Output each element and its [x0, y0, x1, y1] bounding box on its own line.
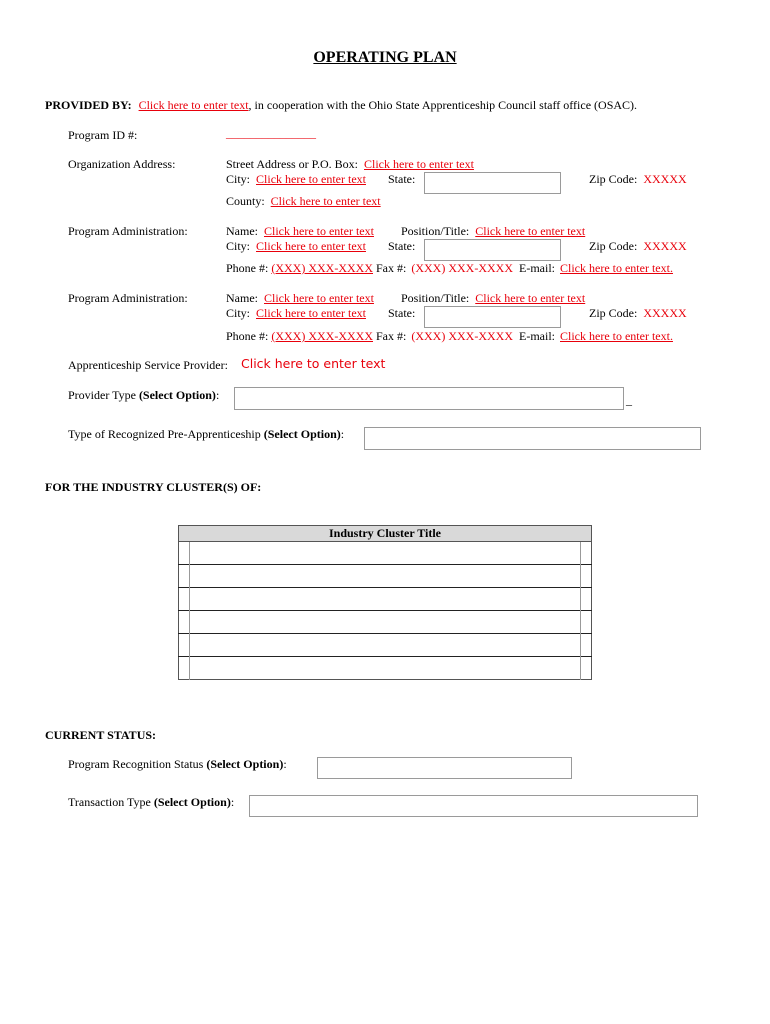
org-zip-field[interactable]: XXXXX	[643, 172, 687, 186]
org-zip-label: Zip Code:	[589, 172, 638, 186]
table-row	[179, 588, 592, 611]
admin2-name-field[interactable]: Click here to enter text	[264, 291, 374, 305]
admin2-zip-label: Zip Code:	[589, 306, 638, 320]
provider-type-select[interactable]	[234, 387, 624, 410]
admin1-zip-line	[589, 239, 687, 253]
admin2-phone-field[interactable]: (XXX) XXX-XXXX	[271, 329, 373, 343]
admin2-state-label: State:	[388, 306, 416, 320]
county-field[interactable]: Click here to enter text	[270, 194, 381, 208]
transaction-type-colon: :	[230, 795, 235, 809]
admin1-zip-field[interactable]: XXXXX	[643, 239, 687, 253]
street-label: Street Address or P.O. Box:	[226, 157, 358, 171]
admin1-name-field[interactable]: Click here to enter text	[264, 224, 374, 238]
transaction-type-select-hint: (Select Option)	[153, 795, 231, 809]
org-state-label: State:	[388, 172, 416, 186]
admin2-position-label: Position/Title:	[401, 291, 470, 305]
admin1-position-label: Position/Title:	[401, 224, 470, 238]
admin2-phone-label: Phone #:	[226, 329, 269, 343]
admin1-state-input[interactable]	[424, 239, 561, 261]
admin1-fax-field[interactable]: (XXX) XXX-XXXX	[411, 261, 513, 275]
admin1-city-line	[226, 239, 366, 253]
admin2-name-line	[226, 291, 374, 305]
admin1-fax-label: Fax #:	[376, 261, 407, 275]
admin2-fax-label: Fax #:	[376, 329, 407, 343]
admin1-position-field[interactable]: Click here to enter text	[475, 224, 586, 238]
admin1-city-field[interactable]: Click here to enter text	[256, 239, 366, 253]
pre-apprenticeship-colon: :	[340, 427, 345, 441]
service-provider-label: Apprenticeship Service Provider:	[68, 358, 228, 372]
provided-by-line	[45, 98, 637, 112]
org-city-label: City:	[226, 172, 251, 186]
program-admin-2-label: Program Administration:	[68, 291, 188, 305]
admin1-phone-label: Phone #:	[226, 261, 269, 275]
industry-cluster-cell[interactable]	[190, 611, 581, 634]
program-id-field[interactable]: _______________	[226, 126, 316, 140]
admin2-email-field[interactable]: Click here to enter text.	[560, 329, 673, 343]
table-row	[179, 565, 592, 588]
transaction-type-label: Transaction Type	[68, 795, 154, 809]
service-provider-field[interactable]: Click here to enter text	[241, 356, 386, 371]
county-label: County:	[226, 194, 265, 208]
admin2-name-label: Name:	[226, 291, 258, 305]
recognition-status-label: Program Recognition Status	[68, 757, 207, 771]
org-city-line	[226, 172, 366, 186]
admin1-phone-field[interactable]: (XXX) XXX-XXXX	[271, 261, 373, 275]
street-line	[226, 157, 474, 171]
street-field[interactable]: Click here to enter text	[364, 157, 474, 171]
provided-by-field[interactable]: Click here to enter text	[138, 98, 249, 112]
pre-apprenticeship-label: Type of Recognized Pre-Apprenticeship	[68, 427, 264, 441]
county-line	[226, 194, 381, 208]
industry-cluster-cell[interactable]	[190, 565, 581, 588]
recognition-status-colon: :	[283, 757, 287, 771]
admin1-zip-label: Zip Code:	[589, 239, 638, 253]
admin2-zip-line	[589, 306, 687, 320]
admin2-zip-field[interactable]: XXXXX	[643, 306, 687, 320]
admin2-contact-line	[226, 329, 673, 343]
org-zip-line	[589, 172, 687, 186]
industry-cluster-table	[178, 525, 592, 680]
admin1-position-line	[401, 224, 585, 238]
provider-type-colon: :	[215, 388, 220, 402]
admin2-position-field[interactable]: Click here to enter text	[475, 291, 586, 305]
transaction-type-select[interactable]	[249, 795, 698, 817]
provider-type-label: Provider Type	[68, 388, 139, 402]
provided-by-suffix: , in cooperation with the Ohio State Apprenticeship Council staff office (OSAC).	[248, 98, 638, 112]
industry-cluster-title-header: Industry Cluster Title	[179, 526, 592, 542]
org-state-input[interactable]	[424, 172, 561, 194]
table-row	[179, 657, 592, 680]
pre-apprenticeship-select[interactable]	[364, 427, 701, 450]
pre-apprenticeship-label-line	[68, 427, 344, 441]
provider-type-label-line	[68, 388, 219, 402]
table-row	[179, 634, 592, 657]
provider-type-trail: _	[626, 393, 632, 407]
admin2-email-label: E-mail:	[519, 329, 555, 343]
admin2-state-input[interactable]	[424, 306, 561, 328]
admin2-position-line	[401, 291, 585, 305]
recognition-status-select-hint: (Select Option)	[206, 757, 284, 771]
table-row	[179, 542, 592, 565]
transaction-type-label-line	[68, 795, 234, 809]
admin1-name-label: Name:	[226, 224, 258, 238]
industry-cluster-cell[interactable]	[190, 634, 581, 657]
recognition-status-label-line	[68, 757, 287, 771]
admin1-email-label: E-mail:	[519, 261, 555, 275]
admin2-city-label: City:	[226, 306, 251, 320]
admin1-contact-line	[226, 261, 673, 275]
table-row	[179, 611, 592, 634]
provider-type-select-hint: (Select Option)	[138, 388, 216, 402]
industry-cluster-heading: FOR THE INDUSTRY CLUSTER(S) OF:	[45, 480, 262, 494]
recognition-status-select[interactable]	[317, 757, 572, 779]
industry-cluster-cell[interactable]	[190, 588, 581, 611]
admin2-city-line	[226, 306, 366, 320]
current-status-heading: CURRENT STATUS:	[45, 728, 157, 742]
industry-cluster-cell[interactable]	[190, 542, 581, 565]
admin1-name-line	[226, 224, 374, 238]
admin1-city-label: City:	[226, 239, 251, 253]
program-id-label: Program ID #:	[68, 128, 138, 142]
admin1-email-field[interactable]: Click here to enter text.	[560, 261, 673, 275]
admin2-city-field[interactable]: Click here to enter text	[256, 306, 366, 320]
admin2-fax-field[interactable]: (XXX) XXX-XXXX	[411, 329, 513, 343]
program-admin-1-label: Program Administration:	[68, 224, 188, 238]
org-address-label: Organization Address:	[68, 157, 176, 171]
admin1-state-label: State:	[388, 239, 416, 253]
provided-by-label: PROVIDED BY:	[45, 98, 132, 112]
org-city-field[interactable]: Click here to enter text	[256, 172, 366, 186]
pre-apprenticeship-select-hint: (Select Option)	[263, 427, 341, 441]
page-title: OPERATING PLAN	[313, 49, 457, 66]
industry-cluster-cell[interactable]	[190, 657, 581, 680]
